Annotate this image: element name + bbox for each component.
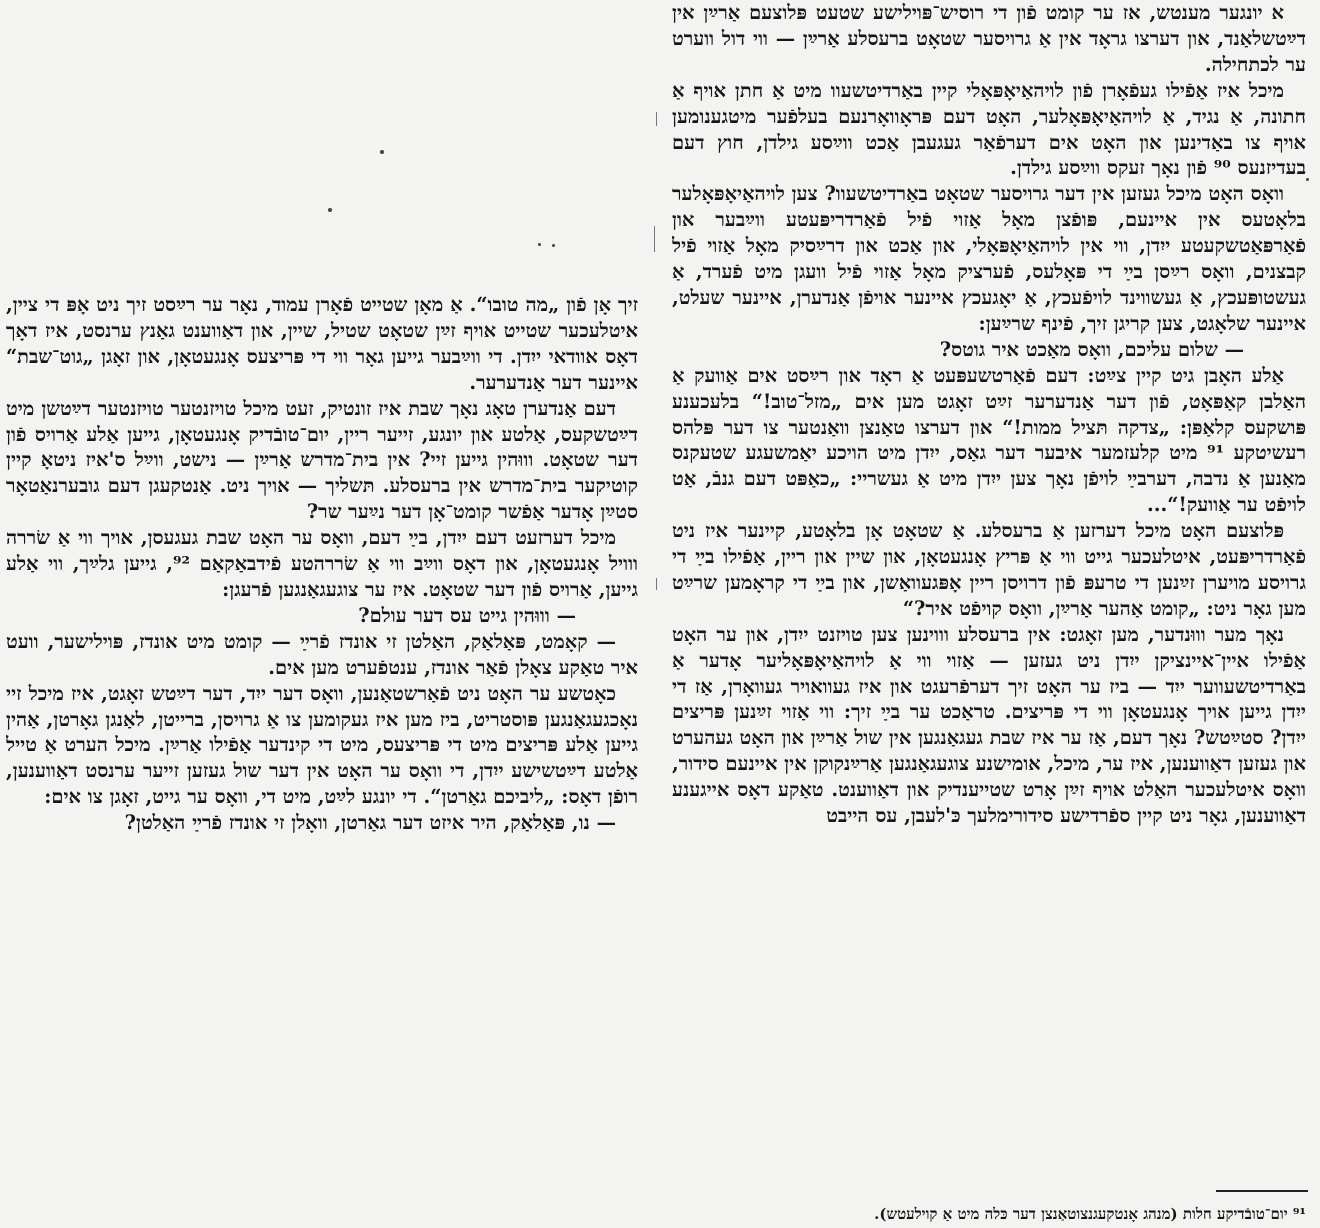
scan-speck — [380, 150, 384, 154]
paragraph: מיכל איז אַפֿילו געפֿאָרן פֿון לויהאַיאָפּאָלי קיין באַרדיטשעוו מיט אַ חתן אויף אַ חתונה, אַ נגיד, אַ לויהאַיאָפּאָלער, האָט דעם פּראָוואָרנעם בעלפֿער מיטגענומען אויף צו באַדינען און האָט אים דערפֿאַר געגעבן אַכט ווײַסע גילדן, חוץ דעם בעדיזנעס ⁹⁰ פֿון נאָך זעקס ווײַסע גילדן. — [672, 78, 1306, 180]
paragraph: זיך אָן פֿון „מה טובו“. אַ מאָן שטייט פֿאָרן עמוד, נאָר ער רײַסט זיך ניט אָפּ די ציין, איטלעכער שטייט אויף זײַן שטאָט שטיל, שיין, און דאַווענט גאַנץ ערנסט, איז דאָך דאָס אוודאי ייִדן. די ווײַבער גייען גאָר ווי די פּריצעס אָנגעטאָן, און זאָגן „גוט־שבת“ איינער דער אַנדערער. — [6, 293, 638, 394]
footnote-separator — [1216, 1190, 1308, 1192]
paragraph: פּלוצעם האָט מיכל דערזען אַ ברעסלע. אַ שטאָט אָן בלאָטע, קיינער איז ניט פֿאַרדריפּעט, איטלעכער גייט ווי אַ פּריץ אָנגעטאָן, און שיין און ריין, אַפֿילו בײַ די גרויסע מויערן זײַנען די טרעפּ פֿון דרויסן ריין אָפּגעוואַשן, און בײַ די קראָמען שרײַט מען גאָר ניט: „קומט אַהער אַרײַן, וואָס קויפֿט איר?“ — [672, 519, 1306, 620]
scan-speck — [538, 243, 541, 246]
dialogue-line: — קאָמט, פּאַלאַק, האַלטן זי אונדז פֿרײַ — קומט מיט אונדז, פּוילישער, וועט איר טאַקע צאָלן פֿאַר אונדז, ענטפֿערט מען אים. — [6, 629, 638, 679]
paragraph: א יונגער מענטש, אז ער קומט פֿון די רוסיש־פּוילישע שטעט פּלוצעם אַרײַן אין דײַטשלאַנד, און דערצו גראָד אין אַ גרויסער שטאָט ברעסלע אַרײַן — ווי דול ווערט ער לכתחילה. — [672, 1, 1306, 76]
footnote-91: ⁹¹ יום־טובֿדיקע חלות (מנהג אָנטקעגנצוטאַנצן דער כּלה מיט אַ קוילעטש). — [874, 1205, 1306, 1223]
right-text-column — [672, 0, 1306, 1190]
paragraph: וואָס האָט מיכל געזען אין דער גרויסער שטאָט באַרדיטשעוו? צען לויהאַיאָפּאָלער בלאָטעס אין איינעם, פּופֿצן מאָל אַזוי פֿיל פֿאַרדריפּעטע ווײַבער און פֿאַרפּאַטשקעטע ייִדן, ווי אין לויהאַיאָפּאָלי, און אַכט און דרײַסיק מאָל אַזוי פֿיל קבצנים, וואָס רײַסן בײַ די פּאָלעס, פֿערציק מאָל אַזוי פֿיל וועגן מיט פֿערד, אַ געשטופּעכץ, אַ געשווינד לויפֿעכץ, אַ יאָגעכץ איינער אויפֿן אַנדערן, איינער שעלט, איינער שלאָגט, צען קריגן זיך, פֿינף שרײַען: — [672, 182, 1306, 335]
dialogue-line: — וווּהין גייט עס דער עולם? — [358, 603, 576, 627]
margin-mark — [654, 226, 655, 252]
paragraph: כאָטשע ער האָט ניט פֿאַרשטאַנען, וואָס דער ייִד, דער דײַטש זאָגט, איז מיכל זיי נאָכגעגאַנגען פּוסטריט, ביז מען איז געקומען צו אַ גרויסן, ברייטן, לאַנגן גאָרטן, אַהין גייען אַלע פּריצים מיט די פּריצעס, מיט די קינדער אַפֿילו אַרײַן. מיכל הערט אַ טייל אַלטע דײַטשישע ייִדן, די וואָס ער האָט אין דער שול געזען זייער ערנסט דאַווענען, רופֿן דאָס: „ליביכם גאַרטן“. די יונגע לײַט, מיט די, וואָס ער גייט, זאָגן צו אים: — [6, 681, 638, 809]
paragraph: דעם אַנדערן טאָג נאָך שבת איז זונטיק, זעט מיכל טויזנטער טויזנטער דײַטשן מיט דײַטשקעס, אַלטע און יונגע, זייער ריין, יום־טובֿדיק אָנגעטאָן, גייען אַלע אַרויס פֿון דער שטאָט. וווּהין גייען זיי? אין בית־מדרש אַרײַן — נישט, ווײַל ס'איז ניטאָ קיין קוטיקער בית־מדרש אין ברעסלע. תּשליך — אויך ניט. אַנטקעגן דעם גובערנאַטאָר סטײַן אָדער אַפֿשר קומט־אָן דער נײַער שר? — [6, 396, 638, 524]
paragraph: אַלע האָבן גיט קיין צײַט: דעם פֿאַרטשעפּעט אַ ראָד און רײַסט אים אַוועק אַ האַלבן קאַפּאָט, פֿון דער אַנדערער זײַט זאָגט מען אים „מזל־טוב!“ בלעכענע פּושקעס קלאַפּן: „צדקה תּציל ממות!“ און דערצו טאַנצן וואַנטער צו דער פּלהס רעשיטקע ⁹¹ מיט קלעזמער איבער דער גאַס, ייִדן מיט הויכע יאַמשעגע שטעקנס מאַנען אַ נדבה, דערבײַ לויפֿן נאָך צען ייִדן מיט אַ געשריי: „כאַפּט דעם גנבֿ, אַט לויפֿט ער אַוועק!“... — [672, 363, 1306, 517]
dialogue-line: — שלום עליכם, וואָס מאַכט איר גוטס? — [939, 337, 1244, 361]
margin-mark — [656, 578, 657, 590]
margin-mark — [656, 112, 657, 126]
scan-speck — [328, 208, 332, 212]
scan-speck — [1306, 178, 1309, 181]
paragraph: נאָך מער וווּנדער, מען זאָגט: אין ברעסלע וווינען צען טויזנט ייִדן, און ער האָט אַפֿילו איין־איינציקן ייִדן ניט געזען — אַזוי ווי אַ לויהאַיאָפּאָליער אָדער אַ באַרדיטשעווער ייִד — ביז ער האָט זיך דערפֿרעגט און איז געוואויר געוואָרן, אַז די ייִדן גייען אויך אָנגעטאָן ווי די פּריצים. טראַכט ער בײַ זיך: ווי אַזוי זײַנען פּריצים ייִדן? סטײַטש? נאָך דעם, אַז ער איז שבת געגאַנגען אין שול אַרײַן און האָט געהערט און געזען דאַווענען, איז ער, מיכל, אומישנע צוגעגאַנגען אַרײַנקוקן אין איינעם סידור, וואָס איטלעכער האַלט אויף זײַן אָרט שטייענדיק און דאַווענט. טאַקע דאָס אייגענע דאַווענען, גאָר ניט קיין ספֿרדישע סידורימלעך כּ'לעבן, עס הייבט — [672, 622, 1306, 828]
left-text-column — [6, 292, 638, 1132]
dialogue-line: — נו, פּאַלאַק, היר איזט דער גאַרטן, וואָלן זי אונדז פֿרײַ האַלטן? — [124, 811, 616, 835]
paragraph: מיכל דערזעט דעם ייִדן, בײַ דעם, וואָס ער האָט שבת געגעסן, אויך ווי אַ שׂררה ווויל אָנגעטאָן, און דאָס ווײַב ווי אַ שׂררהטע פֿידבאַקאַם ⁹², גייען גלײַך, ווי אַלע גייען, אַרויס פֿון דער שטאָט. איז ער צוגעגאַנגען פֿרעגן: — [6, 526, 638, 601]
scan-speck — [552, 244, 555, 247]
